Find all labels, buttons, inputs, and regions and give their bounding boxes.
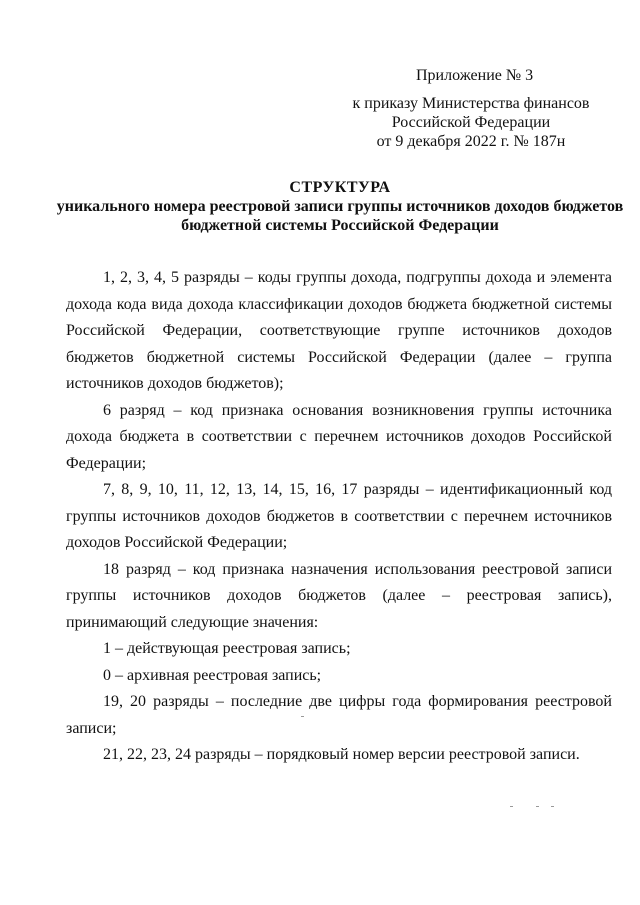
- paragraph: 1, 2, 3, 4, 5 разряды – коды группы дохода, подгруппы дохода и элемента дохода кода вида дохода классификации доходов бюджета бюджетной системы Российской Федерации, соответствующие группе источников доходов бюджетов бюджетной системы Российской Федерации (далее – группа источников доходов бюджетов);: [66, 269, 612, 392]
- title-subtitle-line: бюджетной системы Российской Федерации: [181, 217, 499, 234]
- paragraph: 1 – действующая реестровая запись;: [103, 640, 351, 657]
- order-line: от 9 декабря 2022 г. № 187н: [376, 133, 566, 150]
- title-main: СТРУКТУРА: [289, 179, 391, 196]
- scan-artifact: [536, 806, 539, 807]
- title-subtitle-line: уникального номера реестровой записи группы источников доходов бюджетов: [56, 198, 624, 215]
- order-line: к приказу Министерства финансов: [352, 95, 590, 112]
- order-reference: [330, 94, 612, 151]
- paragraph: 18 разряд – код признака назначения использования реестровой записи группы источников доходов бюджетов (далее – реестровая запись), принимающий следующие значения:: [66, 560, 612, 631]
- appendix-number: Приложение № 3: [416, 67, 534, 84]
- scan-artifact: [551, 806, 554, 807]
- paragraph: 21, 22, 23, 24 разряды – порядковый номер версии реестровой записи.: [103, 746, 580, 763]
- order-line: Российской Федерации: [391, 114, 551, 131]
- scan-artifact: [510, 806, 513, 807]
- paragraph: 6 разряд – код признака основания возникновения группы источника дохода бюджета в соответствии с перечнем источников доходов Российской Федерации;: [66, 401, 612, 472]
- document-title: [40, 178, 640, 235]
- paragraph: 0 – архивная реестровая запись;: [103, 666, 322, 684]
- scan-artifact: [301, 716, 304, 717]
- document-body: [66, 265, 612, 769]
- paragraph: 19, 20 разряды – последние две цифры года формирования реестровой записи;: [66, 693, 612, 737]
- paragraph: 7, 8, 9, 10, 11, 12, 13, 14, 15, 16, 17 разряды – идентификационный код группы источников доходов бюджетов в соответствии с перечнем источников доходов Российской Федерации;: [66, 481, 612, 551]
